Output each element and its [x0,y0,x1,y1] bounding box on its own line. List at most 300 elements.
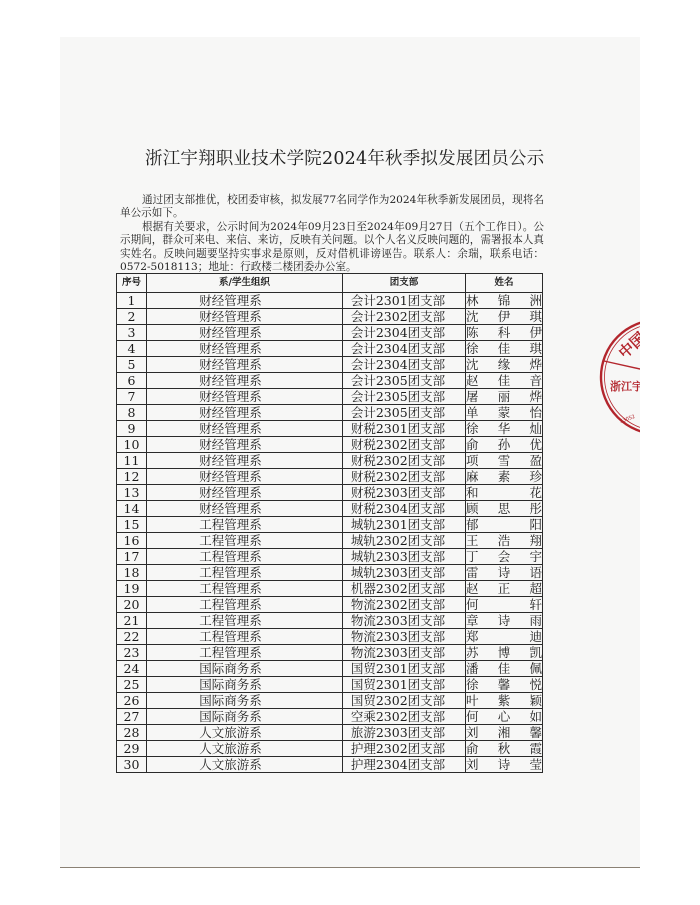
row-name [466,581,543,597]
row-index: 12 [117,469,147,485]
department-text: 财经管理系 [199,357,262,372]
name-text [466,677,542,692]
name-character: 宇 [529,549,542,564]
name-character: 苏 [466,645,479,660]
row-department [147,501,343,517]
row-branch [343,741,466,757]
name-character: 翔 [529,533,542,548]
department-text: 财经管理系 [199,501,262,516]
row-name [466,709,543,725]
name-character: 孙 [497,437,511,452]
department-text: 财经管理系 [199,373,262,388]
row-name [466,341,543,357]
name-character: 诗 [497,565,511,580]
branch-text: 护理2302团支部 [350,741,446,756]
row-branch [343,661,466,677]
name-character: 单 [466,405,479,420]
name-character: 博 [497,645,511,660]
row-index: 9 [117,421,147,437]
table-row [117,517,543,533]
name-character: 悦 [529,677,542,692]
name-character: 湘 [497,725,511,740]
row-index: 5 [117,357,147,373]
name-character: 佳 [497,341,511,356]
name-text [466,613,542,628]
row-branch [343,501,466,517]
row-department [147,469,343,485]
name-character: 佩 [529,661,542,676]
department-text: 财经管理系 [199,293,262,308]
department-text: 财经管理系 [199,437,262,452]
name-character: 洲 [529,293,542,308]
name-character: 琪 [529,341,542,356]
row-name [466,741,543,757]
row-index: 23 [117,645,147,661]
table-row [117,437,543,453]
table-row [117,309,543,325]
row-index: 4 [117,341,147,357]
row-index: 2 [117,309,147,325]
row-department [147,757,343,773]
name-text [466,517,542,532]
department-text: 财经管理系 [199,453,262,468]
name-text [466,421,542,436]
row-department [147,517,343,533]
row-department [147,405,343,421]
row-department [147,389,343,405]
row-name [466,469,543,485]
row-index: 24 [117,661,147,677]
name-character: 和 [466,485,479,500]
name-character: 怡 [529,405,542,420]
table-row [117,469,543,485]
row-index: 10 [117,437,147,453]
row-name [466,293,543,309]
department-text: 工程管理系 [199,597,262,612]
row-index: 26 [117,693,147,709]
table-row [117,693,543,709]
member-table [116,273,543,773]
name-text [466,357,542,372]
row-name [466,645,543,661]
name-character: 珍 [529,469,542,484]
row-name [466,405,543,421]
row-index: 21 [117,613,147,629]
table-row [117,421,543,437]
row-name [466,517,543,533]
row-index: 17 [117,549,147,565]
table-row [117,709,543,725]
table-row [117,549,543,565]
name-character: 心 [497,709,511,724]
branch-text: 城轨2303团支部 [350,549,446,564]
name-text [466,293,542,308]
name-character: 叶 [466,693,479,708]
row-branch [343,757,466,773]
row-branch [343,453,466,469]
branch-text: 空乘2302团支部 [350,709,446,724]
name-character: 伊 [497,309,511,324]
branch-text: 会计2304团支部 [350,325,446,340]
row-department [147,645,343,661]
page-title: 浙江宇翔职业技术学院2024年秋季拟发展团员公示 [145,149,545,169]
row-name [466,485,543,501]
row-name [466,325,543,341]
row-branch [343,309,466,325]
row-branch [343,565,466,581]
row-name [466,613,543,629]
table-row [117,341,543,357]
table-row [117,629,543,645]
row-index: 1 [117,293,147,309]
department-text: 人文旅游系 [199,741,262,756]
name-text [466,533,542,548]
name-character: 霞 [529,741,542,756]
row-index: 8 [117,405,147,421]
row-name [466,437,543,453]
name-character: 音 [529,373,542,388]
department-text: 财经管理系 [199,341,262,356]
row-department [147,437,343,453]
name-character: 诗 [497,757,511,772]
name-character: 章 [466,613,479,628]
name-text [466,645,542,660]
row-name [466,357,543,373]
row-index: 30 [117,757,147,773]
name-character: 莹 [529,757,542,772]
table-row [117,405,543,421]
row-index: 18 [117,565,147,581]
name-text [466,725,542,740]
row-name [466,725,543,741]
name-character: 徐 [466,341,479,356]
department-text: 工程管理系 [199,565,262,580]
name-character: 琪 [529,309,542,324]
name-character: 如 [529,709,542,724]
table-row [117,741,543,757]
name-text [466,549,542,564]
row-name [466,373,543,389]
branch-text: 国贸2301团支部 [350,661,446,676]
branch-text: 物流2303团支部 [350,629,446,644]
name-character: 沈 [466,357,479,372]
table-row [117,453,543,469]
branch-text: 国贸2301团支部 [350,677,446,692]
name-character: 锦 [497,293,511,308]
row-index: 27 [117,709,147,725]
department-text: 工程管理系 [199,549,262,564]
row-department [147,341,343,357]
table-row [117,757,543,773]
name-text [466,405,542,420]
name-character: 华 [497,421,511,436]
row-department [147,453,343,469]
branch-text: 护理2304团支部 [350,757,446,772]
branch-text: 会计2305团支部 [350,389,446,404]
row-branch [343,725,466,741]
name-character: 优 [529,437,542,452]
table-row [117,677,543,693]
svg-text:浙江宇: 浙江宇 [610,380,643,393]
table-row [117,661,543,677]
name-text [466,389,542,404]
row-index: 6 [117,373,147,389]
name-text [466,629,542,644]
name-character: 彤 [529,501,542,516]
row-branch [343,517,466,533]
row-name [466,501,543,517]
branch-text: 会计2305团支部 [350,373,446,388]
row-index: 25 [117,677,147,693]
table-row [117,293,543,309]
row-department [147,741,343,757]
row-name [466,389,543,405]
branch-text: 会计2302团支部 [350,309,446,324]
row-branch [343,293,466,309]
department-text: 财经管理系 [199,389,262,404]
branch-text: 财税2302团支部 [350,437,446,452]
row-department [147,693,343,709]
row-branch [343,357,466,373]
name-text [466,501,542,516]
branch-text: 财税2301团支部 [350,421,446,436]
row-index: 15 [117,517,147,533]
document-page [60,37,661,867]
name-character: 佳 [497,661,511,676]
department-text: 财经管理系 [199,325,262,340]
branch-text: 物流2302团支部 [350,597,446,612]
row-branch [343,341,466,357]
department-text: 国际商务系 [199,677,262,692]
row-index: 14 [117,501,147,517]
name-character: 沈 [466,309,479,324]
branch-text: 物流2303团支部 [350,613,446,628]
department-text: 国际商务系 [199,693,262,708]
name-character: 盈 [529,453,542,468]
row-department [147,533,343,549]
row-name [466,565,543,581]
table-row [117,325,543,341]
table-row [117,485,543,501]
row-name [466,533,543,549]
row-branch [343,613,466,629]
department-text: 人文旅游系 [199,757,262,772]
header-department: 系/学生组织 [147,274,343,293]
name-character: 丽 [497,389,511,404]
name-character: 花 [529,485,542,500]
name-character: 郁 [466,517,479,532]
name-character: 麻 [466,469,479,484]
branch-text: 会计2305团支部 [350,405,446,420]
name-text [466,741,542,756]
name-character: 顾 [466,501,479,516]
name-character: 俞 [466,741,479,756]
department-text: 国际商务系 [199,709,262,724]
svg-text:33052: 33052 [618,413,636,425]
table-header-row [117,274,543,293]
name-character: 佳 [497,373,511,388]
row-index: 3 [117,325,147,341]
row-name [466,693,543,709]
row-index: 13 [117,485,147,501]
name-text [466,341,542,356]
name-character: 超 [529,581,542,596]
row-department [147,597,343,613]
row-branch [343,645,466,661]
row-branch [343,437,466,453]
name-character: 徐 [466,421,479,436]
name-character: 缘 [497,357,511,372]
name-character: 馨 [497,677,511,692]
name-text [466,373,542,388]
name-character: 屠 [466,389,479,404]
department-text: 工程管理系 [199,533,262,548]
row-index: 22 [117,629,147,645]
name-character: 诗 [497,613,511,628]
branch-text: 会计2301团支部 [350,293,446,308]
name-character: 郑 [466,629,479,644]
branch-text: 城轨2301团支部 [350,517,446,532]
row-branch [343,469,466,485]
branch-text: 城轨2303团支部 [350,565,446,580]
name-text [466,693,542,708]
row-index: 28 [117,725,147,741]
row-index: 16 [117,533,147,549]
row-name [466,549,543,565]
header-name: 姓名 [466,274,543,293]
name-character: 陈 [466,325,479,340]
branch-text: 财税2304团支部 [350,501,446,516]
row-department [147,613,343,629]
name-character: 馨 [529,725,542,740]
row-branch [343,421,466,437]
table-row [117,613,543,629]
name-character: 秋 [497,741,511,756]
name-character: 素 [497,469,511,484]
row-branch [343,389,466,405]
row-name [466,597,543,613]
row-index: 11 [117,453,147,469]
name-character: 何 [466,709,479,724]
row-department [147,629,343,645]
row-department [147,357,343,373]
row-department [147,725,343,741]
table-row [117,565,543,581]
row-name [466,453,543,469]
row-department [147,581,343,597]
table-row [117,725,543,741]
name-character: 烨 [529,357,542,372]
name-character: 凯 [529,645,542,660]
row-department [147,485,343,501]
department-text: 工程管理系 [199,613,262,628]
name-text [466,469,542,484]
name-text [466,485,542,500]
row-name [466,309,543,325]
svg-text:中国共: 中国共 [614,318,661,363]
row-branch [343,709,466,725]
header-index: 序号 [117,274,147,293]
row-name [466,421,543,437]
name-character: 刘 [466,757,479,772]
row-index: 19 [117,581,147,597]
row-name [466,629,543,645]
row-department [147,309,343,325]
name-text [466,453,542,468]
row-department [147,325,343,341]
department-text: 财经管理系 [199,421,262,436]
name-character: 项 [466,453,479,468]
row-name [466,757,543,773]
name-character: 丁 [466,549,479,564]
branch-text: 财税2303团支部 [350,485,446,500]
name-character: 雷 [466,565,479,580]
name-text [466,325,542,340]
name-character: 阳 [529,517,542,532]
branch-text: 机器2302团支部 [350,581,446,596]
name-character: 紫 [497,693,511,708]
row-index: 7 [117,389,147,405]
row-index: 29 [117,741,147,757]
name-text [466,581,542,596]
name-character: 何 [466,597,479,612]
name-character: 俞 [466,437,479,452]
name-character: 轩 [529,597,542,612]
name-text [466,757,542,772]
name-character: 赵 [466,373,479,388]
name-character: 浩 [497,533,511,548]
department-text: 国际商务系 [199,661,262,676]
department-text: 财经管理系 [199,469,262,484]
row-name [466,677,543,693]
name-character: 赵 [466,581,479,596]
row-branch [343,325,466,341]
branch-text: 会计2304团支部 [350,357,446,372]
name-character: 潘 [466,661,479,676]
row-department [147,565,343,581]
name-text [466,437,542,452]
department-text: 工程管理系 [199,629,262,644]
name-character: 伊 [529,325,542,340]
intro-paragraph: 通过团支部推优，校团委审核，拟发展77名同学作为2024年秋季新发展团员，现将名单公示如下。 [120,194,544,220]
name-text [466,709,542,724]
name-character: 正 [497,581,511,596]
table-row [117,597,543,613]
row-department [147,677,343,693]
row-department [147,709,343,725]
name-text [466,597,542,612]
official-seal-stamp: 中国共 浙江宇 委 33052 [596,317,640,437]
name-character: 王 [466,533,479,548]
table-row [117,645,543,661]
row-branch [343,581,466,597]
row-department [147,373,343,389]
table-row [117,533,543,549]
department-text: 财经管理系 [199,309,262,324]
name-character: 雪 [497,453,511,468]
table-row [117,501,543,517]
department-text: 工程管理系 [199,517,262,532]
branch-text: 城轨2302团支部 [350,533,446,548]
row-index: 20 [117,597,147,613]
branch-text: 国贸2302团支部 [350,693,446,708]
name-character: 颖 [529,693,542,708]
row-department [147,293,343,309]
row-branch [343,485,466,501]
header-branch: 团支部 [343,274,466,293]
table-row [117,357,543,373]
department-text: 人文旅游系 [199,725,262,740]
